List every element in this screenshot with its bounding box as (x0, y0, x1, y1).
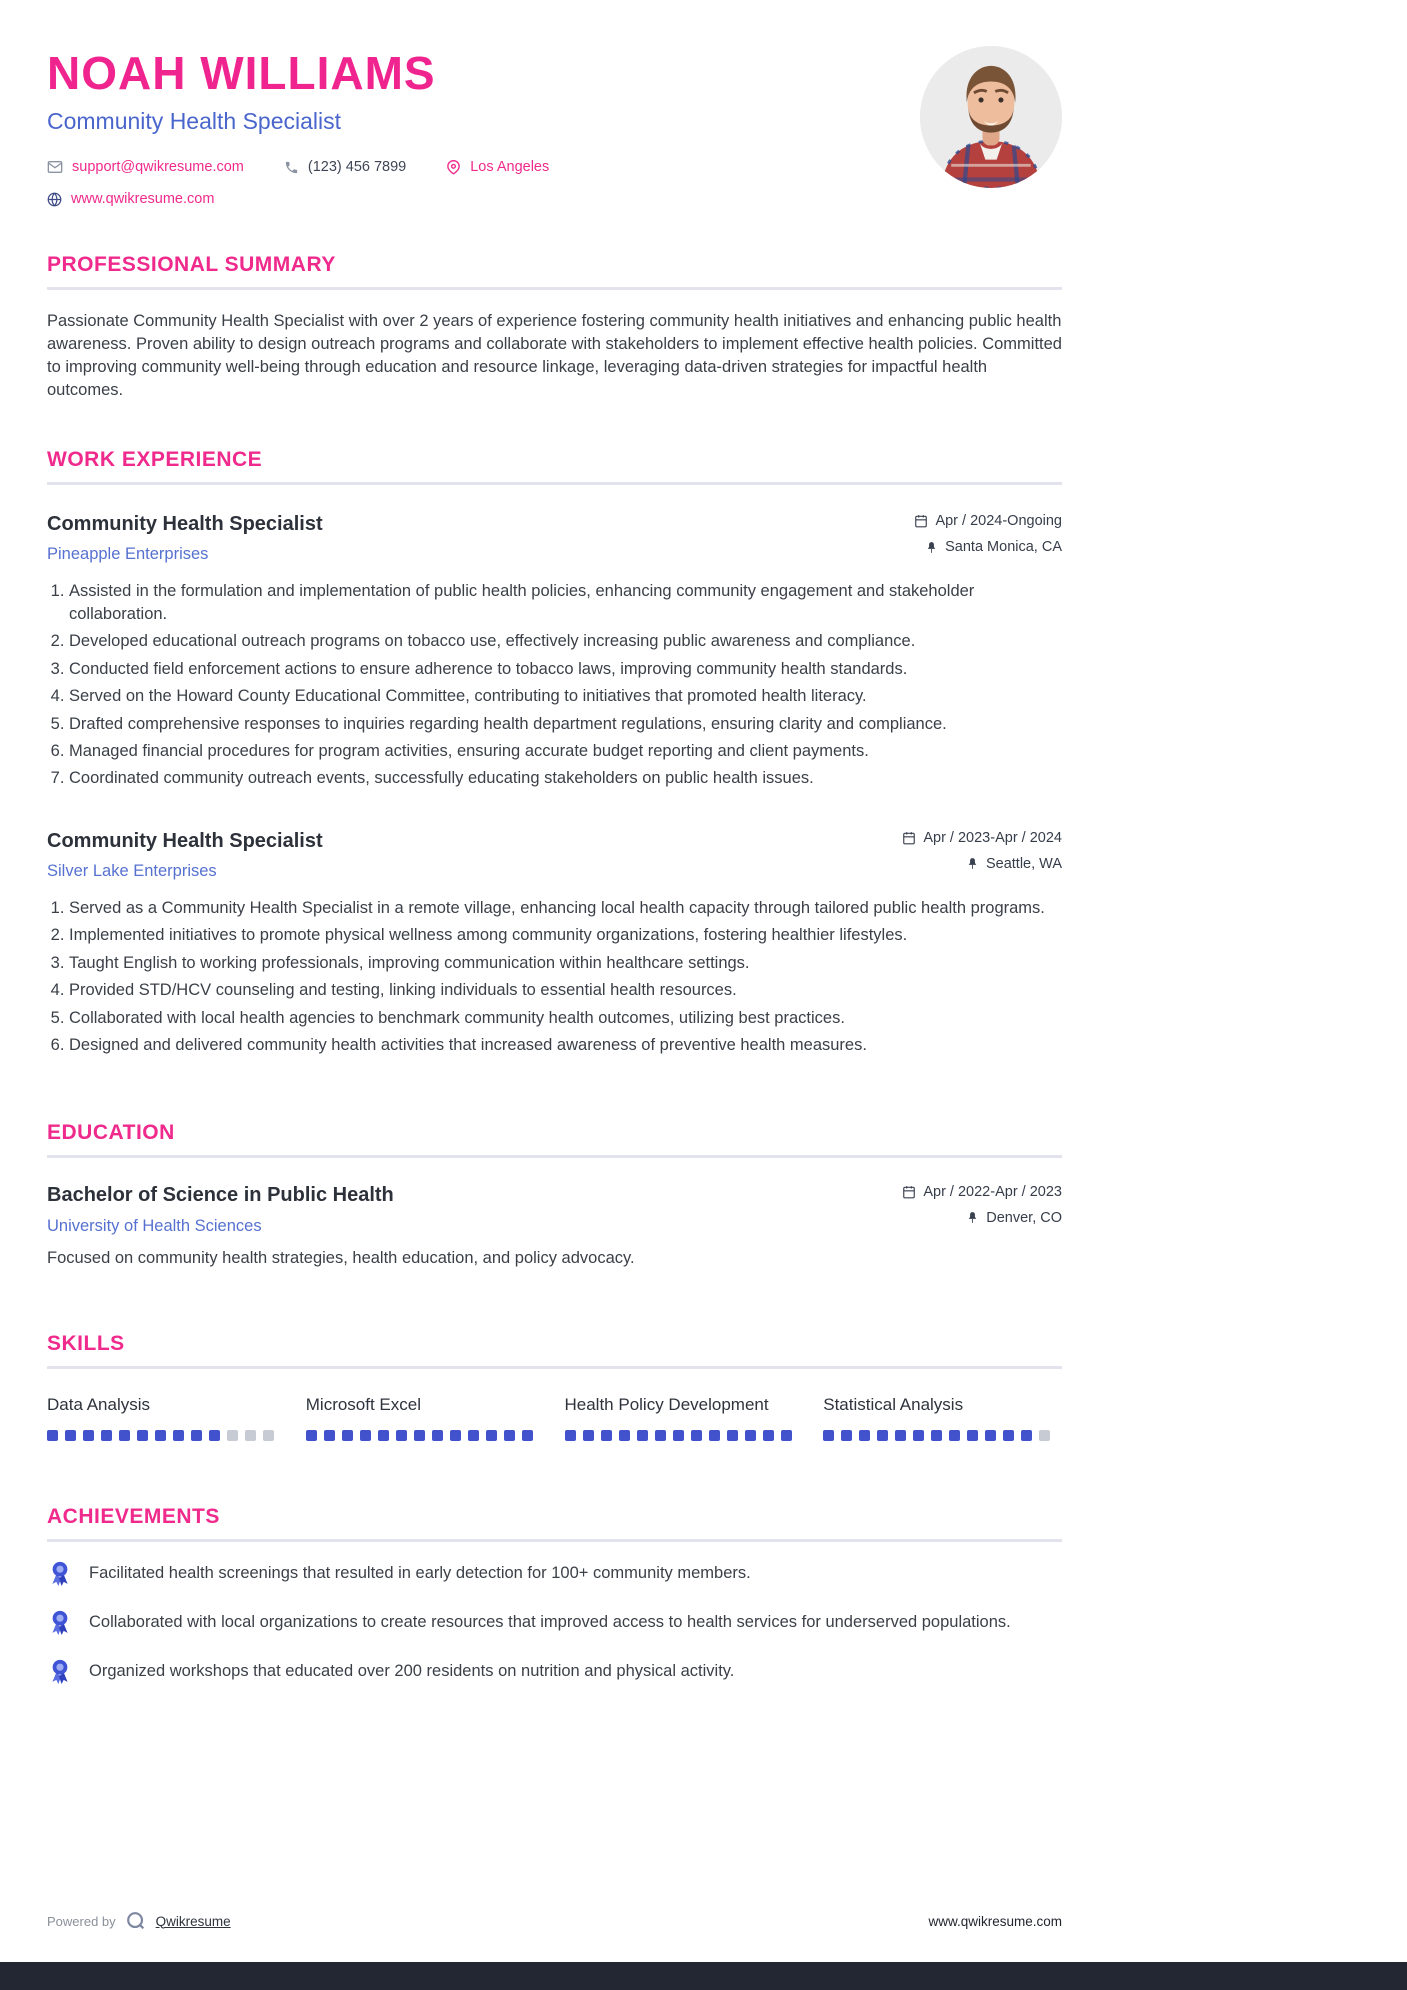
pushpin-icon (966, 1211, 979, 1224)
skill-dot (209, 1430, 220, 1441)
skill-dot (191, 1430, 202, 1441)
skill-dot (619, 1430, 630, 1441)
award-ribbon-icon (47, 1560, 73, 1591)
skill-dot (895, 1430, 906, 1441)
degree-title: Bachelor of Science in Public Health (47, 1183, 394, 1206)
email-icon (47, 159, 63, 175)
footer-website[interactable]: www.qwikresume.com (928, 1913, 1062, 1929)
skill-dot (486, 1430, 497, 1441)
skill-rating (47, 1430, 286, 1441)
education-entry (47, 1184, 1062, 1268)
job-company[interactable]: Pineapple Enterprises (47, 545, 209, 564)
globe-icon (47, 192, 62, 207)
job-bullet: 1. Served as a Community Health Specialist in a remote village, enhancing local health capacity through tailored public health programs. (69, 897, 1062, 919)
contact-row-2 (47, 191, 1062, 207)
job-company[interactable]: Silver Lake Enterprises (47, 861, 217, 880)
skill-dot (691, 1430, 702, 1441)
skill-dot (859, 1430, 870, 1441)
skills-heading: SKILLS (47, 1332, 1062, 1369)
skills-grid (47, 1395, 1062, 1441)
job-bullet: 5. Drafted comprehensive responses to inquiries regarding health department regulations, ensuring clarity and compliance. (69, 713, 1062, 735)
skill-dot (931, 1430, 942, 1441)
skill-dot (414, 1430, 425, 1441)
skill-dot (155, 1430, 166, 1441)
skill-dot (745, 1430, 756, 1441)
job-bullet: 4. Served on the Howard County Educational Committee, contributing to initiatives that promoted health literacy. (69, 685, 1062, 707)
skill-name: Data Analysis (47, 1394, 150, 1414)
skill-dot (727, 1430, 738, 1441)
achievement-item (47, 1660, 1062, 1689)
skill-dot (306, 1430, 317, 1441)
skill-dot (396, 1430, 407, 1441)
skill-dot (823, 1430, 834, 1441)
skill-dot (1039, 1430, 1050, 1441)
phone-icon (284, 160, 299, 175)
job-bullet: 4. Provided STD/HCV counseling and testing, linking individuals to essential health resources. (69, 979, 1062, 1001)
school-name[interactable]: University of Health Sciences (47, 1216, 262, 1235)
email-text: support@qwikresume.com (72, 159, 244, 175)
skill-dot (360, 1430, 371, 1441)
job-title: Community Health Specialist (47, 513, 323, 536)
qwikresume-logo-icon (125, 1910, 147, 1932)
job-bullet: 3. Conducted field enforcement actions to ensure adherence to tobacco laws, improving community health standards. (69, 658, 1062, 680)
education-heading: EDUCATION (47, 1121, 1062, 1158)
skill-name: Health Policy Development (564, 1394, 769, 1414)
skill-dot (83, 1430, 94, 1441)
skill-rating (565, 1430, 804, 1441)
section-skills (47, 1332, 1062, 1441)
section-professional-summary (47, 253, 1062, 402)
skill-dot (522, 1430, 533, 1441)
skill-dot (342, 1430, 353, 1441)
job-title: Community Health Specialist (47, 829, 323, 852)
job-dates (914, 513, 1062, 529)
skill-rating (823, 1430, 1062, 1441)
pushpin-icon (925, 541, 938, 554)
skill-dot (227, 1430, 238, 1441)
skill-name: Microsoft Excel (305, 1394, 421, 1414)
skill-dot (468, 1430, 479, 1441)
achievement-text: Collaborated with local organizations to create resources that improved access to health services for underserved populations. (89, 1612, 1011, 1631)
summary-text: Passionate Community Health Specialist with over 2 years of experience fostering community health initiatives and enhancing public health awareness. Proven ability to design outreach programs and collaborate with stakeholders to implement effective health policies. Committed to improving community well-being through education and resource linkage, leveraging data-driven strategies for impactful health outcomes. (47, 312, 1062, 400)
skill-dot (173, 1430, 184, 1441)
qwikresume-link[interactable]: Qwikresume (155, 1913, 231, 1929)
powered-by-label: Powered by (47, 1913, 116, 1929)
skill-dot (637, 1430, 648, 1441)
contact-website[interactable] (47, 191, 214, 207)
bottom-bar (0, 1962, 1407, 1990)
summary-heading: PROFESSIONAL SUMMARY (47, 253, 1062, 290)
pushpin-icon (966, 857, 979, 870)
location-pin-icon (446, 160, 461, 175)
job-bullet: 1. Assisted in the formulation and implementation of public health policies, enhancing community engagement and stakeholder collaboration. (69, 580, 1062, 625)
achievements-list (47, 1562, 1062, 1689)
skill-dot (1003, 1430, 1014, 1441)
profile-photo-illustration (920, 46, 1062, 188)
job-bullet: 5. Collaborated with local health agencies to benchmark community health outcomes, utilizing best practices. (69, 1007, 1062, 1029)
phone-text: (123) 456 7899 (307, 159, 407, 175)
achievements-heading: ACHIEVEMENTS (47, 1505, 1062, 1542)
person-title: Community Health Specialist (47, 108, 342, 134)
calendar-icon (914, 514, 928, 528)
skill-dot (967, 1430, 978, 1441)
job-bullet-list (47, 897, 1062, 1057)
job-bullet: 3. Taught English to working professionals, improving communication within healthcare settings. (69, 952, 1062, 974)
job-dates-text: Apr / 2024-Ongoing (935, 513, 1062, 530)
achievement-text: Facilitated health screenings that resulted in early detection for 100+ community members. (89, 1563, 751, 1582)
section-achievements (47, 1505, 1062, 1689)
job-location (902, 856, 1062, 872)
skill-name: Statistical Analysis (823, 1394, 964, 1414)
skill-dot (673, 1430, 684, 1441)
website-text: www.qwikresume.com (71, 191, 215, 207)
job-location-text: Seattle, WA (985, 855, 1062, 872)
skill-dot (101, 1430, 112, 1441)
contact-row-1 (47, 159, 1062, 175)
education-location (902, 1210, 1062, 1226)
education-location-text: Denver, CO (986, 1209, 1062, 1226)
award-ribbon-icon (47, 1658, 73, 1689)
job-dates (902, 830, 1062, 846)
job-bullet: 2. Implemented initiatives to promote physical wellness among community organizations, fostering healthier lifestyles. (69, 924, 1062, 946)
education-dates (902, 1184, 1062, 1200)
job-location (914, 539, 1062, 555)
skill-dot (432, 1430, 443, 1441)
job-bullet: 7. Coordinated community outreach events, successfully educating stakeholders on public health issues. (69, 767, 1062, 789)
skill-item (306, 1395, 545, 1441)
skill-dot (877, 1430, 888, 1441)
skill-dot (504, 1430, 515, 1441)
skill-dot (949, 1430, 960, 1441)
skill-dot (65, 1430, 76, 1441)
achievement-item (47, 1562, 1062, 1591)
skill-dot (263, 1430, 274, 1441)
education-description: Focused on community health strategies, health education, and policy advocacy. (47, 1248, 635, 1267)
calendar-icon (902, 1185, 916, 1199)
skill-dot (913, 1430, 924, 1441)
skill-dot (119, 1430, 130, 1441)
header (47, 46, 1062, 207)
job-dates-text: Apr / 2023-Apr / 2024 (923, 829, 1062, 846)
skill-dot (324, 1430, 335, 1441)
contact-location (446, 159, 549, 175)
skill-dot (985, 1430, 996, 1441)
skill-dot (47, 1430, 58, 1441)
achievement-item (47, 1611, 1062, 1640)
skill-item (565, 1395, 804, 1441)
skill-dot (841, 1430, 852, 1441)
skill-dot (137, 1430, 148, 1441)
skill-dot (583, 1430, 594, 1441)
job-bullet: 6. Designed and delivered community health activities that increased awareness of preventive health measures. (69, 1034, 1062, 1056)
skill-dot (1021, 1430, 1032, 1441)
experience-heading: WORK EXPERIENCE (47, 448, 1062, 485)
skill-rating (306, 1430, 545, 1441)
skill-dot (565, 1430, 576, 1441)
job-entry (47, 513, 1062, 790)
skill-dot (655, 1430, 666, 1441)
skill-dot (378, 1430, 389, 1441)
section-education (47, 1121, 1062, 1268)
contact-email[interactable] (47, 159, 244, 175)
achievement-text: Organized workshops that educated over 200 residents on nutrition and physical activity. (89, 1661, 735, 1680)
skill-dot (709, 1430, 720, 1441)
skill-dot (763, 1430, 774, 1441)
skill-item (47, 1395, 286, 1441)
person-name: NOAH WILLIAMS (47, 47, 436, 99)
award-ribbon-icon (47, 1609, 73, 1640)
job-bullet: 6. Managed financial procedures for program activities, ensuring accurate budget reporting and client payments. (69, 740, 1062, 762)
job-bullet: 2. Developed educational outreach programs on tobacco use, effectively increasing public awareness and compliance. (69, 630, 1062, 652)
education-dates-text: Apr / 2022-Apr / 2023 (923, 1183, 1062, 1200)
skill-item (823, 1395, 1062, 1441)
job-entry (47, 830, 1062, 1057)
job-location-text: Santa Monica, CA (945, 539, 1062, 556)
location-text: Los Angeles (470, 159, 550, 175)
job-bullet-list (47, 580, 1062, 790)
profile-photo (920, 46, 1062, 188)
skill-dot (601, 1430, 612, 1441)
skill-dot (450, 1430, 461, 1441)
skill-dot (245, 1430, 256, 1441)
skill-dot (781, 1430, 792, 1441)
contact-phone[interactable] (284, 159, 406, 175)
calendar-icon (902, 831, 916, 845)
footer (47, 1910, 1062, 1932)
section-work-experience (47, 448, 1062, 1056)
